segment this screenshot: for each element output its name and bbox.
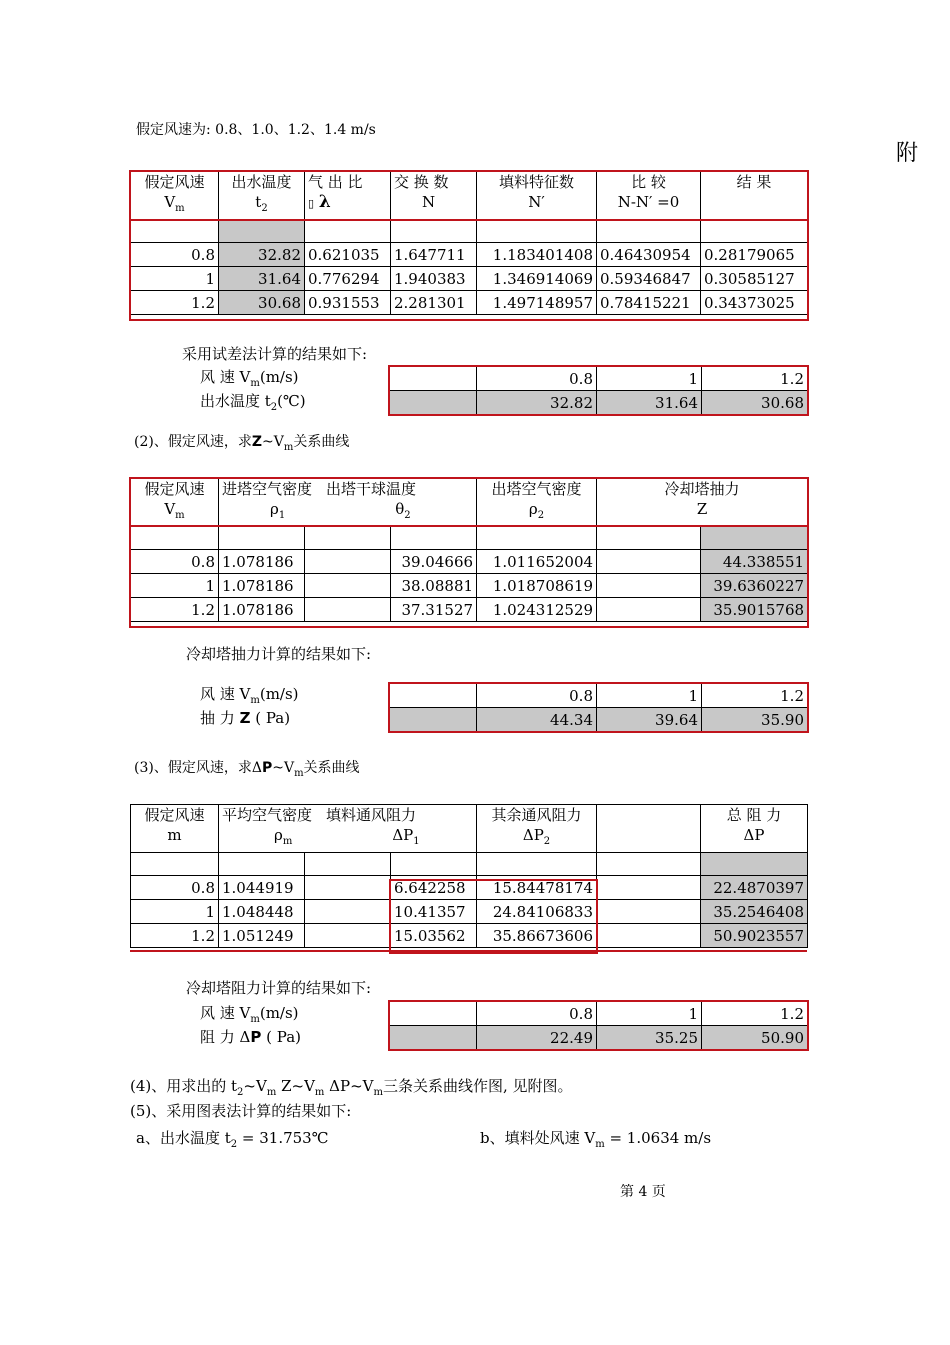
- table-row: [131, 243, 808, 267]
- result1-speed-row: [390, 367, 808, 391]
- table-trial-calculation: [130, 171, 808, 315]
- cell: 35.86673606: [477, 924, 597, 948]
- step4-line: (4)、用求出的 $t_2\sim V_m$ $Z\sim V_m$ $\Delta P\sim V_m$三条关系曲线作图, 见附图。: [130, 1077, 573, 1098]
- cell: 39.6360227: [701, 574, 808, 598]
- header-density-temp: 进塔空气密度 出塔干球温度 $\rho_1$ $\theta_2$: [219, 479, 477, 527]
- cell: 22.49: [477, 1026, 597, 1050]
- cell: 0.46430954: [597, 243, 701, 267]
- cell: 0.8: [131, 550, 219, 574]
- result2-value-row: [390, 708, 808, 732]
- cell: 22.4870397: [701, 876, 808, 900]
- cell: 0.621035: [305, 243, 391, 267]
- table-row-blank: [131, 853, 808, 876]
- cell: 1: [597, 684, 702, 708]
- cell: 39.04666: [391, 550, 477, 574]
- section2-heading: (2)、假定风速，求$Z\sim V_m$关系曲线: [134, 434, 350, 453]
- result1-table: [389, 366, 808, 415]
- result3-speed-row: [390, 1002, 808, 1026]
- cell: 1.2: [702, 1002, 808, 1026]
- cell: 0.34373025: [701, 291, 808, 315]
- table1-red-rule: [130, 219, 807, 221]
- header-comparison: 比 较 N-N′ =0: [597, 172, 701, 220]
- table-row: [131, 550, 808, 574]
- cell: 39.64: [597, 708, 702, 732]
- header-wind-speed: 假定风速 $V_m$: [131, 172, 219, 220]
- cell: 24.84106833: [477, 900, 597, 924]
- cell: 37.31527: [391, 598, 477, 622]
- header-outlet-density: 出塔空气密度 $\rho_2$: [477, 479, 597, 527]
- cell: 0.78415221: [597, 291, 701, 315]
- cell: 50.90: [702, 1026, 808, 1050]
- cell: 32.82: [219, 243, 305, 267]
- result1-title: 采用试差法计算的结果如下:: [182, 345, 368, 363]
- table-row: [131, 876, 808, 900]
- cell: 38.08881: [391, 574, 477, 598]
- table-row: [131, 924, 808, 948]
- table-row-blank: [131, 220, 808, 243]
- cell: 0.776294: [305, 267, 391, 291]
- header-other-resistance: 其余通风阻力 $\Delta P_2$: [477, 805, 597, 853]
- cell: 1.044919: [219, 876, 305, 900]
- cell: 1.2: [702, 367, 808, 391]
- cell: 44.338551: [701, 550, 808, 574]
- result3-table: [389, 1001, 808, 1050]
- cell: 1.024312529: [477, 598, 597, 622]
- cell: 31.64: [219, 267, 305, 291]
- cell: 2.281301: [391, 291, 477, 315]
- result2-table: [389, 683, 808, 732]
- header-total-resistance: 总 阻 力 ΔP: [701, 805, 808, 853]
- table-header-row: [131, 805, 808, 853]
- cell: 1.078186: [219, 574, 305, 598]
- result2-speed-row: [390, 684, 808, 708]
- cell: 1.647711: [391, 243, 477, 267]
- cell: 44.34: [477, 708, 597, 732]
- table-row: [131, 267, 808, 291]
- cell: 1.078186: [219, 598, 305, 622]
- cell: 0.8: [477, 684, 597, 708]
- cell: 35.90: [702, 708, 808, 732]
- result2-title: 冷却塔抽力计算的结果如下:: [186, 645, 372, 663]
- cell: 1.051249: [219, 924, 305, 948]
- cell: 1.078186: [219, 550, 305, 574]
- intro-line: 假定风速为: 0.8、1.0、1.2、1.4 m/s: [136, 122, 376, 138]
- result3-label-resistance: 阻 力 ΔP ( Pa): [200, 1028, 301, 1046]
- table-header-row: [131, 479, 808, 527]
- cell: 35.25: [597, 1026, 702, 1050]
- cell: 1.497148957: [477, 291, 597, 315]
- final-outlet-temp: a、出水温度 $t_2$ = 31.753℃: [136, 1129, 329, 1150]
- cell: 0.59346847: [597, 267, 701, 291]
- cell: 31.64: [597, 391, 702, 415]
- cell: 6.642258: [391, 876, 477, 900]
- cell: 1: [131, 900, 219, 924]
- cell: 1.018708619: [477, 574, 597, 598]
- result2-label-speed: 风 速 $V_m(m/s)$: [200, 685, 299, 706]
- result1-label-temp: 出水温度 $t_2(℃)$: [200, 392, 306, 413]
- table-row: [131, 291, 808, 315]
- header-wind-speed: 假定风速 $V_m$: [131, 479, 219, 527]
- cell: 15.03562: [391, 924, 477, 948]
- cell: 1.2: [131, 924, 219, 948]
- appendix-marker: 附: [896, 141, 919, 166]
- cell: 30.68: [702, 391, 808, 415]
- table-header-row: [131, 172, 808, 220]
- table-row: [131, 574, 808, 598]
- header-exchange-number: 交 换 数 N: [391, 172, 477, 220]
- header-outlet-temp: 出水温度 $t_2$: [219, 172, 305, 220]
- table-draft-force: [130, 478, 808, 622]
- header-draft: 冷却塔抽力 Z: [597, 479, 808, 527]
- step5-line: (5)、采用图表法计算的结果如下:: [130, 1102, 352, 1120]
- cell: 35.9015768: [701, 598, 808, 622]
- cell: 50.9023557: [701, 924, 808, 948]
- cell: 32.82: [477, 391, 597, 415]
- cell: 0.8: [131, 876, 219, 900]
- result3-value-row: [390, 1026, 808, 1050]
- cell: 0.8: [131, 243, 219, 267]
- table-row: [131, 598, 808, 622]
- cell: 1: [131, 267, 219, 291]
- cell: 0.8: [477, 1002, 597, 1026]
- result2-label-draft: 抽 力 Z ( Pa): [200, 709, 291, 727]
- cell: 1.183401408: [477, 243, 597, 267]
- section3-heading: (3)、假定风速，求$\Delta P\sim V_m$关系曲线: [134, 760, 360, 779]
- result1-value-row: [390, 391, 808, 415]
- cell: 1.011652004: [477, 550, 597, 574]
- header-air-water-ratio: 气 出 比 ▯ λ: [305, 172, 391, 220]
- table-row: [131, 900, 808, 924]
- table2-red-rule: [130, 525, 807, 527]
- result3-label-speed: 风 速 $V_m(m/s)$: [200, 1004, 299, 1025]
- cell: 1.2: [131, 291, 219, 315]
- table-row-blank: [131, 527, 808, 550]
- cell: 1: [597, 367, 702, 391]
- cell: 0.931553: [305, 291, 391, 315]
- final-fill-speed: b、填料处风速 $V_m = 1.0634$ m/s: [480, 1129, 712, 1150]
- cell: 0.28179065: [701, 243, 808, 267]
- header-density-fill: 平均空气密度 填料通风阻力 $\rho_m$ $\Delta P_1$: [219, 805, 477, 853]
- cell: 1.2: [702, 684, 808, 708]
- result3-title: 冷却塔阻力计算的结果如下:: [186, 979, 372, 997]
- page-number: 第 4 页: [620, 1184, 666, 1200]
- cell: 35.2546408: [701, 900, 808, 924]
- cell: 10.41357: [391, 900, 477, 924]
- cell: 1: [131, 574, 219, 598]
- cell: 1: [597, 1002, 702, 1026]
- cell: 1.048448: [219, 900, 305, 924]
- cell: 1.940383: [391, 267, 477, 291]
- table3-red-rule: [130, 950, 807, 952]
- cell: 0.8: [477, 367, 597, 391]
- cell: 0.30585127: [701, 267, 808, 291]
- result1-label-speed: 风 速 $V_m(m/s)$: [200, 368, 299, 389]
- header-wind-speed: 假定风速 m: [131, 805, 219, 853]
- table-resistance: [130, 804, 808, 948]
- cell: 30.68: [219, 291, 305, 315]
- cell: 1.2: [131, 598, 219, 622]
- cell: 15.84478174: [477, 876, 597, 900]
- cell: 1.346914069: [477, 267, 597, 291]
- header-result: 结 果: [701, 172, 808, 220]
- header-fill-characteristic: 填料特征数 N′: [477, 172, 597, 220]
